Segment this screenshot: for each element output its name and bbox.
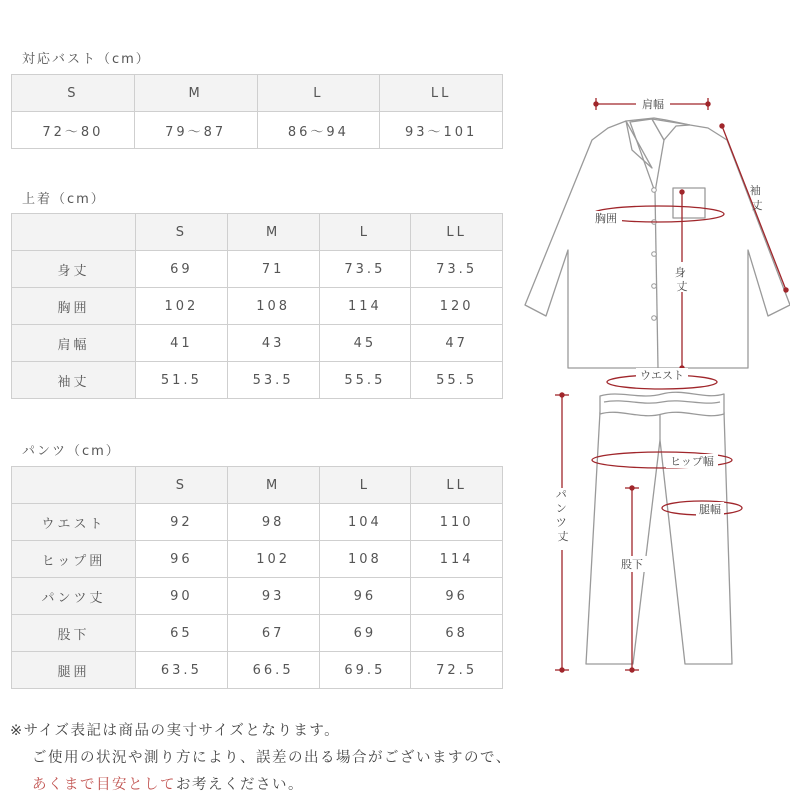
- value-cell: 86〜94: [257, 112, 380, 149]
- row-label: ウエスト: [12, 504, 136, 541]
- header-cell: M: [134, 75, 257, 112]
- note-line-3-rest: お考えください。: [176, 777, 304, 793]
- row-label: 股下: [12, 615, 136, 652]
- value-cell: 102: [227, 541, 319, 578]
- value-cell: 73.5: [319, 251, 411, 288]
- table-row: [12, 214, 503, 251]
- top-size-table: [11, 213, 503, 399]
- waist-label: ウエスト: [640, 369, 684, 382]
- value-cell: 98: [227, 504, 319, 541]
- value-cell: 69: [136, 251, 228, 288]
- table-row: [12, 652, 503, 689]
- value-cell: 55.5: [319, 362, 411, 399]
- value-cell: 67: [227, 615, 319, 652]
- header-cell: S: [136, 214, 228, 251]
- header-cell: L: [319, 214, 411, 251]
- value-cell: 73.5: [411, 251, 503, 288]
- value-cell: 45: [319, 325, 411, 362]
- value-cell: 104: [319, 504, 411, 541]
- header-cell: LL: [380, 75, 503, 112]
- value-cell: 72.5: [411, 652, 503, 689]
- bust-caption: 対応バスト（cm）: [22, 52, 151, 67]
- value-cell: 110: [411, 504, 503, 541]
- value-cell: 47: [411, 325, 503, 362]
- table-row: [12, 75, 503, 112]
- value-cell: 92: [136, 504, 228, 541]
- value-cell: 96: [136, 541, 228, 578]
- table-row: [12, 467, 503, 504]
- header-cell: [12, 214, 136, 251]
- value-cell: 114: [411, 541, 503, 578]
- value-cell: 55.5: [411, 362, 503, 399]
- value-cell: 90: [136, 578, 228, 615]
- value-cell: 108: [319, 541, 411, 578]
- header-cell: [12, 467, 136, 504]
- value-cell: 96: [319, 578, 411, 615]
- value-cell: 43: [227, 325, 319, 362]
- table-row: [12, 578, 503, 615]
- value-cell: 93: [227, 578, 319, 615]
- pants-illustration: [586, 392, 732, 664]
- header-cell: LL: [411, 214, 503, 251]
- pants-size-table: [11, 466, 503, 689]
- header-cell: LL: [411, 467, 503, 504]
- length-label: 身 丈: [674, 266, 688, 293]
- row-label: 身丈: [12, 251, 136, 288]
- size-note: [10, 718, 512, 799]
- value-cell: 51.5: [136, 362, 228, 399]
- table-row: [12, 251, 503, 288]
- table-row: [12, 615, 503, 652]
- table-row: [12, 325, 503, 362]
- row-label: 袖丈: [12, 362, 136, 399]
- header-cell: S: [136, 467, 228, 504]
- inseam-label: 股下: [621, 558, 643, 571]
- row-label: 腿囲: [12, 652, 136, 689]
- value-cell: 71: [227, 251, 319, 288]
- row-label: パンツ丈: [12, 578, 136, 615]
- hip-label: ヒップ幅: [670, 455, 714, 468]
- table-row: [12, 288, 503, 325]
- value-cell: 65: [136, 615, 228, 652]
- header-cell: M: [227, 467, 319, 504]
- value-cell: 69.5: [319, 652, 411, 689]
- table-row: [12, 541, 503, 578]
- note-line-3: [10, 772, 512, 799]
- pants-length-label: パ ン ツ 丈: [555, 488, 569, 543]
- value-cell: 79〜87: [134, 112, 257, 149]
- value-cell: 96: [411, 578, 503, 615]
- note-line-1: ※サイズ表記は商品の実寸サイズとなります。: [10, 723, 341, 739]
- header-cell: S: [12, 75, 135, 112]
- note-emphasis: あくまで目安として: [32, 777, 176, 793]
- shoulder-label: 肩幅: [642, 98, 664, 111]
- sleeve-label: 袖 丈: [749, 184, 763, 212]
- row-label: 胸囲: [12, 288, 136, 325]
- pants-caption: パンツ（cm）: [22, 444, 121, 459]
- row-label: 肩幅: [12, 325, 136, 362]
- header-cell: L: [257, 75, 380, 112]
- value-cell: 53.5: [227, 362, 319, 399]
- value-cell: 41: [136, 325, 228, 362]
- chest-label: 胸囲: [595, 212, 617, 225]
- thigh-label: 腿幅: [699, 503, 721, 516]
- table-row: [12, 504, 503, 541]
- value-cell: 120: [411, 288, 503, 325]
- table-row: [12, 112, 503, 149]
- value-cell: 68: [411, 615, 503, 652]
- garment-diagram: [520, 85, 790, 685]
- header-cell: L: [319, 467, 411, 504]
- top-caption: 上着（cm）: [22, 192, 106, 207]
- value-cell: 63.5: [136, 652, 228, 689]
- table-row: [12, 362, 503, 399]
- value-cell: 114: [319, 288, 411, 325]
- value-cell: 66.5: [227, 652, 319, 689]
- value-cell: 69: [319, 615, 411, 652]
- value-cell: 102: [136, 288, 228, 325]
- header-cell: M: [227, 214, 319, 251]
- value-cell: 93〜101: [380, 112, 503, 149]
- bust-size-table: [11, 74, 503, 149]
- row-label: ヒップ囲: [12, 541, 136, 578]
- shirt-illustration: [525, 118, 790, 368]
- note-line-2: ご使用の状況や測り方により、誤差の出る場合がございますので、: [32, 750, 512, 766]
- value-cell: 72〜80: [12, 112, 135, 149]
- value-cell: 108: [227, 288, 319, 325]
